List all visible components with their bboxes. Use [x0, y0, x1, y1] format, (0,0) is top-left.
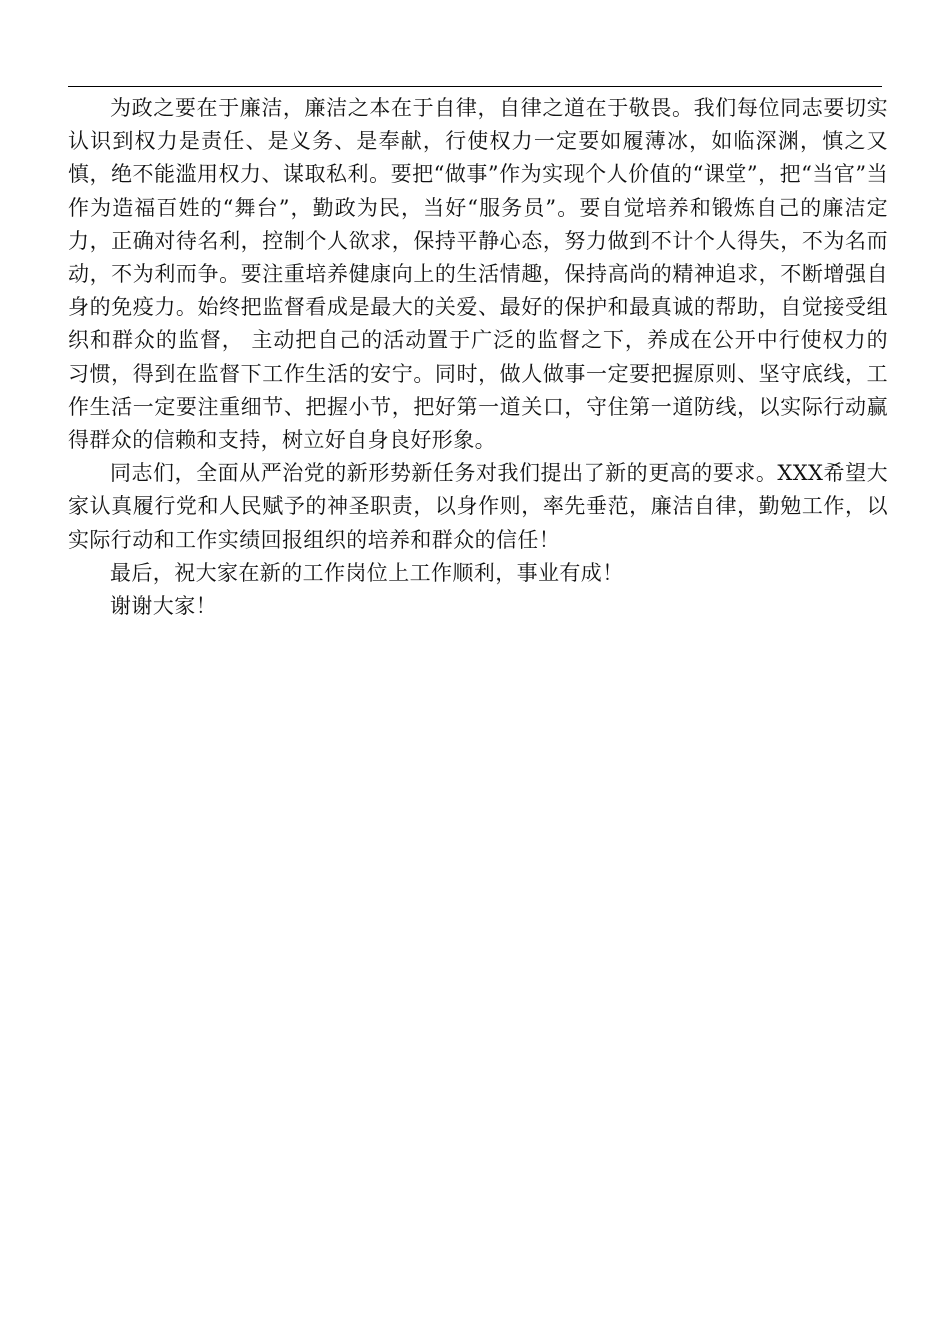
document-body: [68, 92, 888, 623]
paragraph-thanks: 谢谢大家！: [110, 594, 217, 619]
header-rule: [68, 86, 882, 87]
paragraph-integrity: 为政之要在于廉洁，廉洁之本在于自律，自律之道在于敬畏。我们每位同志要切实认识到权力是责任、是义务、是奉献，行使权力一定要如履薄冰，如临深渊，慎之又慎，绝不能滥用权力、谋取私利。要把“做事”作为实现个人价值的“课堂”，把“当官”当作为造福百姓的“舞台”，勤政为民，当好“服务员”。要自觉培养和锻炼自己的廉洁定力，正确对待名利，控制个人欲求，保持平静心态，努力做到不计个人得失，不为名而动，不为利而争。要注重培养健康向上的生活情趣，保持高尚的精神追求，不断增强自身的免疫力。始终把监督看成是最大的关爱、最好的保护和最真诚的帮助，自觉接受组织和群众的监督， 主动把自己的活动置于广泛的监督之下，养成在公开中行使权力的习惯，得到在监督下工作生活的安宁。同时，做人做事一定要把握原则、坚守底线，工作生活一定要注重细节、把握小节，把好第一道关口，守住第一道防线，以实际行动赢得群众的信赖和支持，树立好自身良好形象。: [68, 96, 888, 453]
paragraph-comrades: 同志们，全面从严治党的新形势新任务对我们提出了新的更高的要求。XXX希望大家认真履行党和人民赋予的神圣职责，以身作则，率先垂范，廉洁自律，勤勉工作，以实际行动和工作实绩回报组织的培养和群众的信任！: [68, 461, 888, 552]
paragraph-wishes: 最后，祝大家在新的工作岗位上工作顺利，事业有成！: [110, 560, 624, 585]
